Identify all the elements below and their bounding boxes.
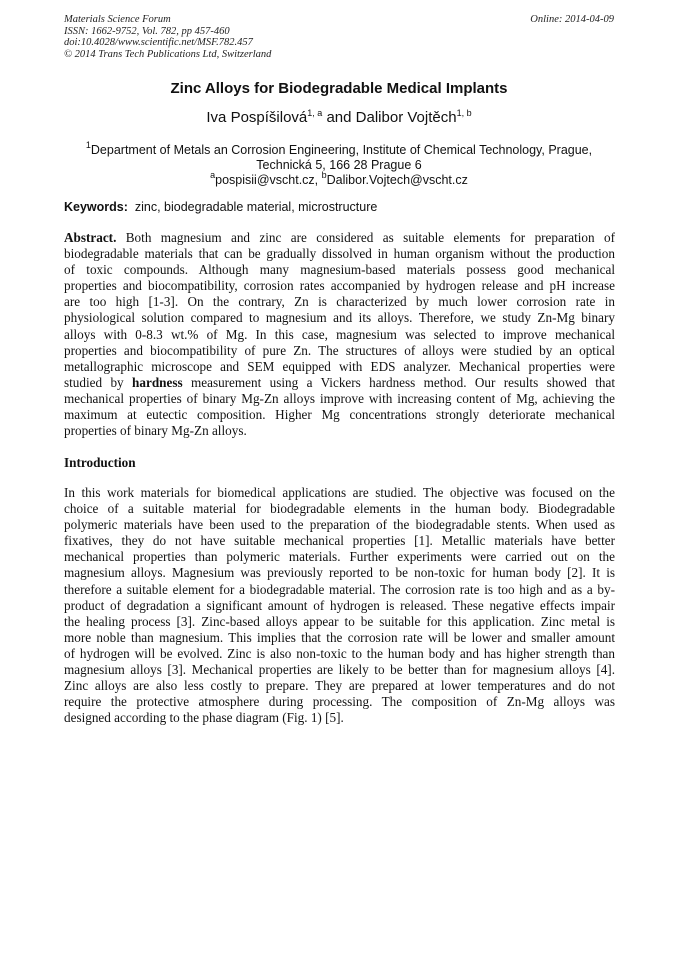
keywords-label: Keywords: bbox=[64, 200, 128, 214]
section-heading-introduction: Introduction bbox=[64, 455, 136, 470]
author-superscript: 1, b bbox=[456, 108, 472, 118]
abstract-line: of toxic compounds. Although many magnesium-based materials possess good mechanical bbox=[64, 262, 615, 278]
abstract-line bbox=[64, 230, 615, 246]
intro-line: magnesium alloys. Magnesium was previously reported to be non-toxic for human body [2]. It is bbox=[64, 565, 615, 581]
email-line bbox=[60, 170, 618, 188]
abstract-line: are too high [1-3]. On the contrary, Zn is characterized by much lower corrosion rate in bbox=[64, 294, 615, 310]
abstract-line: biodegradable materials that can be gradually dissolved in human organism without the production bbox=[64, 246, 615, 262]
abstract-text: studied by bbox=[64, 374, 133, 390]
email-b: Dalibor.Vojtech@vscht.cz bbox=[326, 173, 468, 187]
issn-line: ISSN: 1662-9752, Vol. 782, pp 457-460 bbox=[64, 25, 230, 37]
keywords-text: zinc, biodegradable material, microstructure bbox=[134, 200, 378, 214]
intro-line: mechanical properties than polymeric materials. Further experiments were carried out on the bbox=[64, 549, 615, 565]
abstract-bold-term: hardness bbox=[132, 374, 183, 390]
intro-line: choice of a suitable material for biodegradable elements in the human body. Biodegradable bbox=[64, 501, 615, 517]
author-superscript: 1, a bbox=[307, 108, 323, 118]
introduction-paragraph bbox=[64, 485, 615, 726]
abstract-line: alloys with 0-8.3 wt.% of Mg. In this case, magnesium was selected to improve mechanical bbox=[64, 326, 615, 342]
journal-header bbox=[64, 14, 271, 60]
author-conjunction: and bbox=[322, 109, 356, 126]
intro-line: magnesium alloys [3]. Mechanical properties are likely to be better than for magnesium alloys [4]. bbox=[64, 662, 615, 678]
keywords-line bbox=[64, 200, 377, 214]
intro-line: designed according to the phase diagram (Fig. 1) [5]. bbox=[64, 710, 344, 726]
intro-line: therefore a suitable element for a biodegradable material. The corrosion rate is too high and as a by- bbox=[64, 581, 615, 597]
author-list bbox=[0, 109, 678, 126]
doi-line: doi:10.4028/www.scientific.net/MSF.782.457 bbox=[64, 37, 253, 48]
affiliation-superscript: 1 bbox=[85, 140, 91, 150]
affiliation-address: Technická 5, 166 28 Prague 6 bbox=[256, 158, 422, 172]
abstract-line: metallographic microscope and SEM equipped with EDS analyzer. Mechanical properties were bbox=[64, 358, 615, 374]
abstract-line: properties and biocompatibility, corrosion rates accompanied by hydrogen release and pH increase bbox=[64, 278, 615, 294]
abstract-line: mechanical properties of binary Mg-Zn alloys improve with increasing content of Mg, achieving the bbox=[64, 390, 615, 406]
abstract-text: Both magnesium and zinc are considered as suitable elements for preparation of bbox=[116, 230, 615, 245]
author-name: Iva Pospíšilová bbox=[206, 109, 308, 126]
email-superscript: a bbox=[210, 170, 216, 180]
abstract-label: Abstract. bbox=[64, 230, 117, 245]
journal-name: Materials Science Forum bbox=[64, 14, 171, 25]
abstract-paragraph bbox=[64, 230, 615, 439]
paper-title: Zinc Alloys for Biodegradable Medical Implants bbox=[170, 80, 508, 97]
intro-line: polymeric materials have been used to the preparation of the biodegradable stents. When used as bbox=[64, 517, 615, 533]
intro-line: require the protective atmosphere during processing. The composition of Zn-Mg alloys was bbox=[64, 694, 615, 710]
email-a: pospisii@vscht.cz, bbox=[215, 173, 322, 187]
intro-line: product of degradation a significant amount of hydrogen is released. These negative effects impair bbox=[64, 597, 615, 613]
abstract-text: measurement using a Vickers hardness method. Our results showed that bbox=[182, 374, 615, 390]
abstract-line: maximum at eutectic composition. Higher Mg concentrations strongly deteriorate mechanical bbox=[64, 407, 615, 423]
author-name: Dalibor Vojtěch bbox=[355, 109, 457, 126]
affiliation-line bbox=[60, 140, 618, 158]
copyright-line: © 2014 Trans Tech Publications Ltd, Switzerland bbox=[64, 48, 272, 60]
affiliation-text: Department of Metals an Corrosion Engineering, Institute of Chemical Technology, Prague, bbox=[90, 143, 593, 157]
intro-line: Zinc alloys are also less costly to prepare. They are prepared at lower temperatures and do not bbox=[64, 678, 615, 694]
email-superscript: b bbox=[321, 170, 327, 180]
abstract-line: physiological solution compared to magnesium and its alloys. Therefore, we study Zn-Mg binary bbox=[64, 310, 615, 326]
abstract-line: properties and biocompatibility of pure Zn. The structures of alloys were studied by an optical bbox=[64, 342, 615, 358]
intro-line: fixatives, they do not have suitable mechanical properties [1]. Metallic materials have better bbox=[64, 533, 615, 549]
abstract-line bbox=[64, 375, 615, 391]
intro-line: In this work materials for biomedical applications are studied. The objective was focused on the bbox=[64, 485, 615, 500]
abstract-line: properties of binary Mg-Zn alloys. bbox=[64, 423, 247, 439]
intro-line: of hydrogen will be evolved. Zinc is also non-toxic to the human body and has higher strength than bbox=[64, 645, 615, 661]
intro-line: the healing process [3]. Zinc-based alloys appear to be suitable for this application. Zinc metal is bbox=[64, 613, 615, 629]
affiliation-block bbox=[60, 140, 618, 188]
intro-line: more noble than magnesium. This implies that the corrosion rate will be lower and smaller amount bbox=[64, 629, 615, 645]
online-date: Online: 2014-04-09 bbox=[530, 14, 614, 25]
